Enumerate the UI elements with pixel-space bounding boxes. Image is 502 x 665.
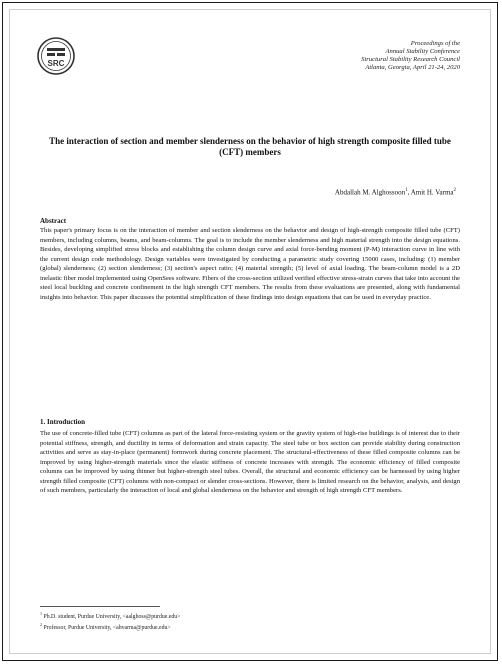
author-1: Abdallah M. Alghossoon bbox=[334, 188, 406, 197]
conference-line-3: Structural Stability Research Council bbox=[361, 56, 460, 63]
author-2-mark: 2 bbox=[453, 188, 456, 193]
footnote-2-text: Professor, Purdue University, <ahvarma@purdue.edu> bbox=[42, 624, 171, 631]
page-frame bbox=[2, 2, 498, 661]
conference-line-2: Annual Stability Conference bbox=[385, 48, 460, 55]
author-1-mark: 1 bbox=[405, 188, 408, 193]
conference-header bbox=[361, 40, 460, 72]
footnote-2 bbox=[40, 621, 180, 632]
ssrc-logo-icon bbox=[36, 36, 76, 76]
introduction-heading: 1. Introduction bbox=[40, 418, 85, 426]
paper-title: The interaction of section and member slenderness on the behavior of high strength composite filled tube (CFT) members bbox=[49, 136, 451, 157]
abstract-heading: Abstract bbox=[40, 217, 67, 225]
footnote-1 bbox=[40, 610, 180, 621]
footnote-1-text: Ph.D. student, Purdue University, <aalghoss@purdue.edu> bbox=[42, 613, 181, 620]
author-line bbox=[335, 186, 456, 197]
footnote-1-mark: 1 bbox=[40, 611, 43, 616]
introduction-body: The use of concrete-filled tube (CFT) columns as part of the lateral force-resisting system or the gravity system of high-rise buildings is of interest due to their potential stiffness, strength, and ductility in terms of deformation and strain capacity. The steel tube or box section can provide stability during construction activities and serve as stay-in-place (permanent) formwork during concrete placement. The structural-effectiveness of these filled composite columns can be improved by using higher-strength materials since the elastic stiffness of concrete increases with strength. The economic efficiency of filled composite columns can be improved by using thinner but higher-strength steel tubes. Overall, the structural and economic efficiency can be harnessed by using higher strength filled composite (CFT) columns with non-compact or slender cross-sections. However, there is limited research on the behavior, analysis, and design of such members, particularly the interaction of local and global slenderness on the behavior and strength of high strength CFT members. bbox=[40, 430, 460, 494]
logo-text: SRC bbox=[47, 59, 65, 68]
author-separator: , bbox=[407, 188, 411, 197]
footnotes bbox=[40, 610, 180, 632]
footnote-divider bbox=[40, 606, 160, 607]
footnote-2-mark: 2 bbox=[40, 621, 43, 627]
paper-page bbox=[9, 9, 491, 654]
author-2: Amit H. Varma bbox=[410, 188, 454, 197]
conference-line-1: Proceedings of the bbox=[410, 40, 460, 47]
conference-line-4: Atlanta, Georgia, April 21-24, 2020 bbox=[365, 64, 460, 71]
abstract-body: This paper's primary focus is on the interaction of member and section slenderness on the behavior and design of high-strength composite filled tube (CFT) members, including columns, beams, and beam-columns. The goal is to include the member slenderness and high material strength into the design equations. Besides, developing simplified stress blocks and establishing the column design curve and axial force-bending moment (P-M) interaction curve in line with the current design code methodology. Design variables were investigated by conducting a parametric study covering 15000 cases, including: (1) member (global) slenderness; (2) section slenderness; (3) section's aspect ratio; (4) material strength; (5) level of axial loading. The beam-column model is a 2D inelastic fiber model implemented using OpenSees software. Fibers of the cross-section utilized verified effective stress-strain curves that take into account the steel local buckling and concrete confinement in the high strength CFT members. The results from these evaluations are presented, along with fundamental insights into behavior. This paper discusses the potential simplification of these findings into design equations that can be used in everyday practice. bbox=[40, 227, 460, 301]
